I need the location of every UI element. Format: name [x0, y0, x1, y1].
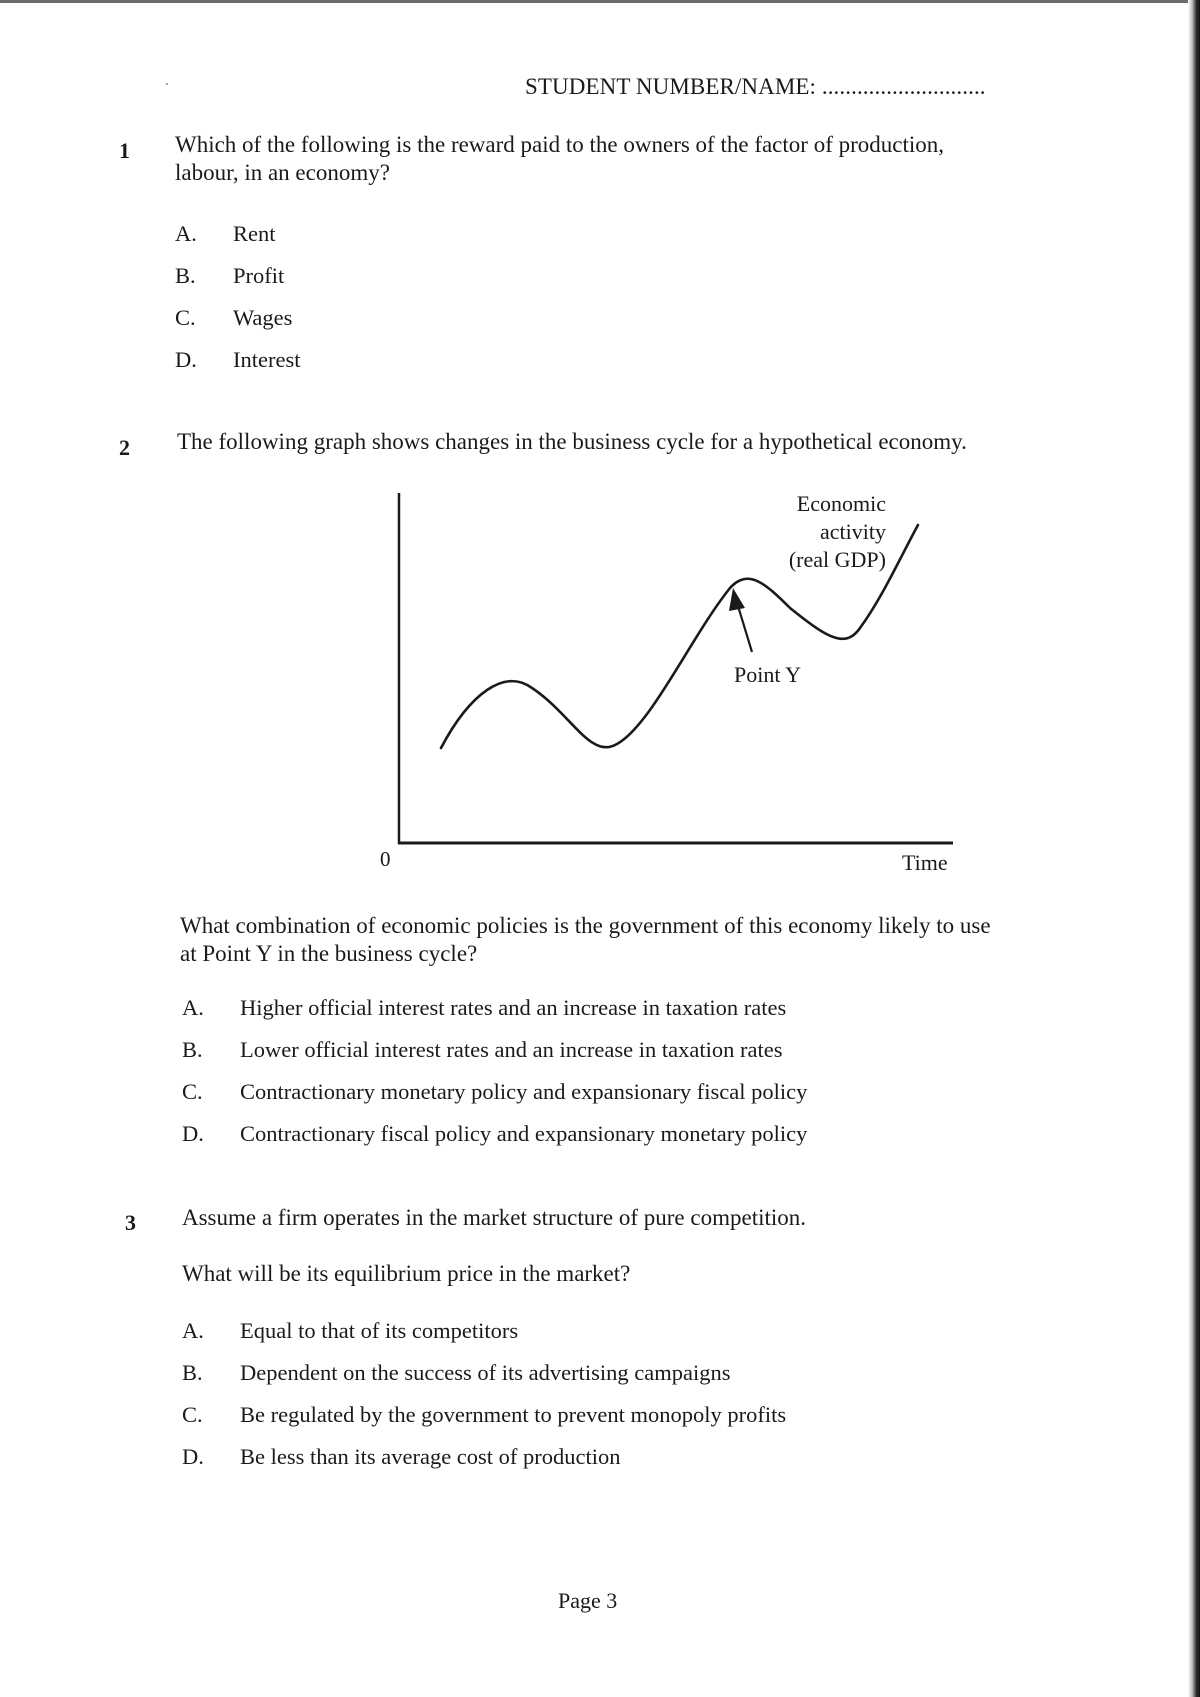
chart-origin-label: 0 [380, 847, 391, 871]
question-1-option-b: B. Profit [175, 263, 285, 288]
question-3-followup: What will be its equilibrium price in the market? [182, 1261, 631, 1286]
scan-right-edge [1188, 0, 1200, 1697]
question-2-text: The following graph shows changes in the business cycle for a hypothetical economy. [177, 429, 967, 454]
question-2-number: 2 [119, 435, 130, 460]
question-2-option-d: D. Contractionary fiscal policy and expansionary monetary policy [182, 1121, 808, 1146]
business-cycle-curve [441, 525, 918, 748]
business-cycle-chart [270, 488, 970, 878]
question-2-followup [180, 912, 991, 968]
question-1-number: 1 [119, 138, 130, 163]
business-cycle-svg [270, 488, 970, 878]
question-1-option-a: A. Rent [175, 221, 276, 246]
page-number: Page 3 [558, 1588, 618, 1613]
question-3-option-c: C. Be regulated by the government to prevent monopoly profits [182, 1402, 787, 1427]
point-y-label: Point Y [734, 662, 802, 687]
chart-x-axis-label: Time [902, 850, 948, 875]
scan-top-edge [0, 0, 1200, 3]
question-2-option-b: B. Lower official interest rates and an increase in taxation rates [182, 1037, 783, 1062]
point-y-arrow-shaft [738, 606, 752, 652]
question-1-line-1: Which of the following is the reward paid to the owners of the factor of production, [175, 132, 944, 157]
question-3-option-d: D. Be less than its average cost of production [182, 1444, 621, 1469]
question-3-text: Assume a firm operates in the market structure of pure competition. [182, 1205, 806, 1230]
question-1-option-d: D. Interest [175, 347, 301, 372]
question-2-option-c: C. Contractionary monetary policy and expansionary fiscal policy [182, 1079, 808, 1104]
student-number-name-label: STUDENT NUMBER/NAME: ............................ [525, 74, 986, 99]
question-2-option-a: A. Higher official interest rates and an increase in taxation rates [182, 995, 787, 1020]
question-3-option-a: A. Equal to that of its competitors [182, 1318, 519, 1343]
chart-y-axis-label: Economic activity (real GDP) [788, 491, 886, 572]
question-3-number: 3 [125, 1210, 136, 1235]
question-1-line-2: labour, in an economy? [175, 160, 390, 185]
question-2-followup-line-2: at Point Y in the business cycle? [180, 941, 478, 966]
question-1-text [175, 131, 944, 187]
question-1-option-c: C. Wages [175, 305, 293, 330]
question-2-followup-line-1: What combination of economic policies is the government of this economy likely to use [180, 913, 991, 938]
question-3-option-b: B. Dependent on the success of its advertising campaigns [182, 1360, 731, 1385]
scan-speck [166, 83, 168, 85]
point-y-arrow-head [729, 588, 745, 611]
